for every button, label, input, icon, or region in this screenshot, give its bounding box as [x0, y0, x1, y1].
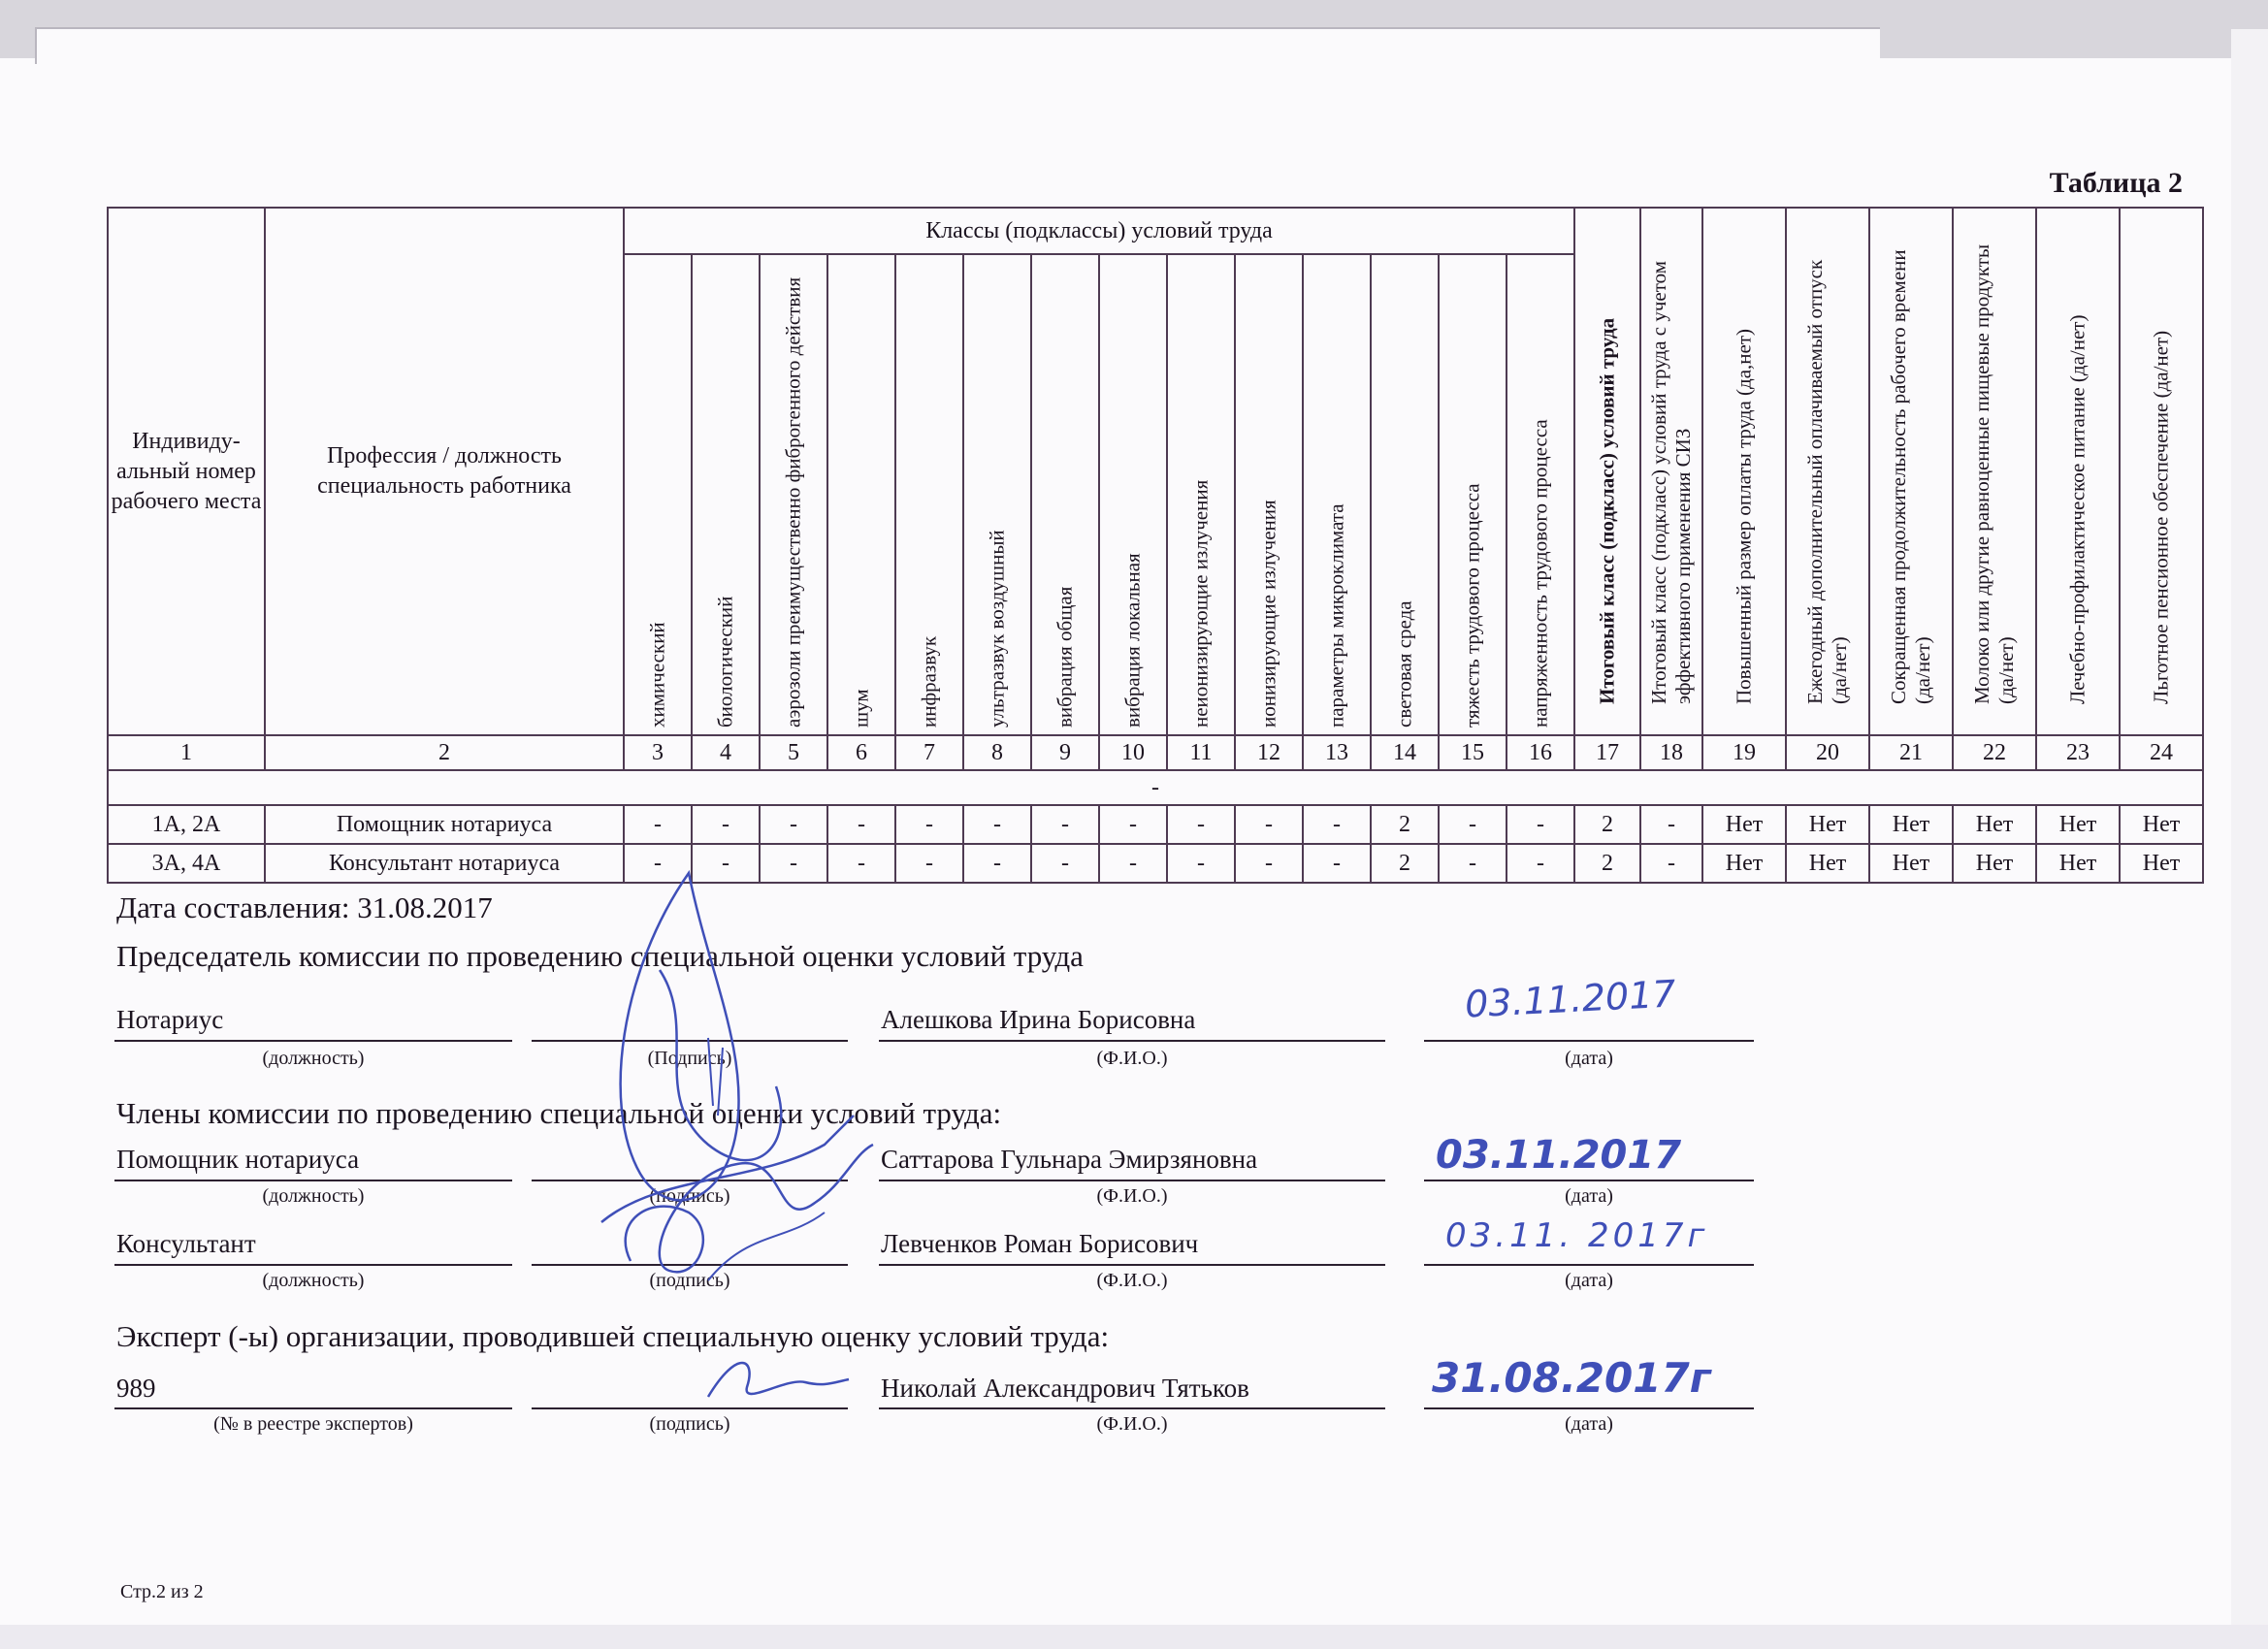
cell-factor: -: [963, 844, 1031, 883]
header-final-class-text: Итоговый класс (подкласс) условий труда: [1595, 317, 1619, 704]
cell-benefit: Нет: [1702, 844, 1786, 883]
cell-factor: -: [1099, 805, 1167, 844]
column-number: 9: [1031, 735, 1099, 770]
member-position-label: (должность): [262, 1185, 365, 1207]
header-factor-text: вибрация локальная: [1120, 553, 1145, 728]
header-factor: [1099, 254, 1167, 735]
member-name-line: [879, 1264, 1385, 1266]
cell-factor: -: [1303, 805, 1371, 844]
cell-factor: -: [760, 844, 827, 883]
cell-factor: -: [624, 844, 692, 883]
member-date-line: [1424, 1180, 1754, 1181]
header-factor-text: инфразвук: [917, 635, 941, 728]
member-date-label: (дата): [1565, 1270, 1613, 1291]
cell-benefit: Нет: [2120, 805, 2203, 844]
cell-final-class-siz: -: [1640, 805, 1702, 844]
header-benefit-text: Молоко или другие равноценные пищевые продукты (да/нет): [1970, 243, 2018, 704]
header-factor: [1439, 254, 1507, 735]
chairman-position-label: (должность): [262, 1048, 365, 1069]
cell-final-class: 2: [1574, 805, 1640, 844]
table-caption: Таблица 2: [2049, 167, 2183, 199]
header-factor-text: световая среда: [1392, 600, 1416, 728]
cell-factor: -: [1439, 805, 1507, 844]
member-position: Помощник нотариуса: [116, 1145, 360, 1174]
column-number: 1: [108, 735, 265, 770]
header-factor: [692, 254, 760, 735]
header-factor: [1235, 254, 1303, 735]
cell-profession: Помощник нотариуса: [265, 805, 624, 844]
cell-factor: -: [1235, 805, 1303, 844]
expert-signature-scribble: [679, 1339, 854, 1416]
header-final-class: [1574, 208, 1640, 735]
column-number: 24: [2120, 735, 2203, 770]
column-number: 12: [1235, 735, 1303, 770]
column-number: 4: [692, 735, 760, 770]
column-number: 6: [827, 735, 895, 770]
column-number: 21: [1869, 735, 1953, 770]
header-benefit: [2120, 208, 2203, 735]
column-number: 10: [1099, 735, 1167, 770]
header-factor: [1303, 254, 1371, 735]
header-factor-text: шум: [849, 689, 873, 728]
header-benefit: [1702, 208, 1786, 735]
chairman-name-line: [879, 1040, 1385, 1042]
cell-benefit: Нет: [1953, 844, 2036, 883]
cell-factor: 2: [1371, 805, 1439, 844]
sout-results-table: [107, 207, 2204, 884]
column-number: 14: [1371, 735, 1439, 770]
header-benefit: [2036, 208, 2120, 735]
header-factor: [1507, 254, 1574, 735]
chairman-date-line: [1424, 1040, 1754, 1042]
cell-factor: 2: [1371, 844, 1439, 883]
header-benefit: [1953, 208, 2036, 735]
cell-benefit: Нет: [1786, 844, 1869, 883]
page-footer: Стр.2 из 2: [120, 1581, 204, 1602]
header-benefit: [1869, 208, 1953, 735]
member-name-label: (Ф.И.О.): [1096, 1270, 1168, 1291]
cell-factor: -: [692, 805, 760, 844]
column-number: 16: [1507, 735, 1574, 770]
separator-row: [108, 770, 2203, 805]
cell-benefit: Нет: [1702, 805, 1786, 844]
expert-registry-number: 989: [116, 1374, 156, 1403]
cell-final-class-siz: -: [1640, 844, 1702, 883]
header-factor-text: напряженность трудового процесса: [1528, 419, 1552, 728]
column-number: 3: [624, 735, 692, 770]
member-position: Консультант: [116, 1229, 256, 1258]
chairman-date-label: (дата): [1565, 1048, 1613, 1069]
cell-factor: -: [827, 805, 895, 844]
column-number: 18: [1640, 735, 1702, 770]
member-signature-scribble: [592, 1116, 883, 1300]
cell-factor: -: [692, 844, 760, 883]
member-name: Левченков Роман Борисович: [881, 1229, 1199, 1258]
member-position-line: [114, 1264, 512, 1266]
column-number: 20: [1786, 735, 1869, 770]
cell-factor: -: [1303, 844, 1371, 883]
column-number: 19: [1702, 735, 1786, 770]
chairman-name-label: (Ф.И.О.): [1096, 1048, 1168, 1069]
cell-benefit: Нет: [2036, 844, 2120, 883]
header-benefit-text: Повышенный размер оплаты труда (да,нет): [1732, 328, 1756, 704]
cell-factor: -: [1167, 805, 1235, 844]
column-number: 11: [1167, 735, 1235, 770]
header-factor: [1031, 254, 1099, 735]
cell-factor: -: [624, 805, 692, 844]
member-name: Саттарова Гульнара Эмирзяновна: [881, 1145, 1258, 1174]
member-date-label: (дата): [1565, 1185, 1613, 1207]
cell-factor: -: [827, 844, 895, 883]
header-factor: [827, 254, 895, 735]
cell-benefit: Нет: [1869, 844, 1953, 883]
expert-signature-label: (подпись): [649, 1413, 730, 1435]
header-classes-group: Классы (подклассы) условий труда: [624, 208, 1574, 254]
cell-factor: -: [895, 805, 963, 844]
header-benefit-text: Лечебно-профилактическое питание (да/нет): [2065, 314, 2090, 704]
expert-name-line: [879, 1407, 1385, 1409]
header-factor: [1371, 254, 1439, 735]
cell-factor: -: [1031, 805, 1099, 844]
cell-profession: Консультант нотариуса: [265, 844, 624, 883]
header-workplace-id: Индивиду-альный номер рабочего места: [108, 208, 265, 735]
cell-workplace-id: 1А, 2А: [108, 805, 265, 844]
expert-name-label: (Ф.И.О.): [1096, 1413, 1168, 1435]
member-name-label: (Ф.И.О.): [1096, 1185, 1168, 1207]
header-benefit-text: Льготное пенсионное обеспечение (да/нет): [2149, 330, 2173, 704]
header-factor: [624, 254, 692, 735]
scan-right-edge: [2231, 29, 2268, 1649]
cell-benefit: Нет: [1953, 805, 2036, 844]
member-date-handwritten: 03.11.2017: [1436, 1133, 1682, 1178]
column-number: 7: [895, 735, 963, 770]
expert-heading: Эксперт (-ы) организации, проводившей специальную оценку условий труда:: [116, 1319, 1110, 1353]
header-final-class-siz-text: Итоговый класс (подкласс) условий труда с учетом эффективного применения СИЗ: [1647, 260, 1695, 704]
members-heading: Члены комиссии по проведению специальной оценки условий труда:: [116, 1096, 1002, 1130]
header-factor-text: биологический: [713, 596, 737, 728]
header-factor-text: аэрозоли преимущественно фиброгенного действия: [781, 276, 805, 728]
expert-date-label: (дата): [1565, 1413, 1613, 1435]
column-number: 17: [1574, 735, 1640, 770]
column-number: 13: [1303, 735, 1371, 770]
chairman-position-line: [114, 1040, 512, 1042]
header-benefit-text: Ежегодный дополнительный оплачиваемый отпуск (да/нет): [1803, 259, 1851, 704]
cell-benefit: Нет: [1869, 805, 1953, 844]
header-factor-text: вибрация общая: [1053, 586, 1077, 728]
cell-factor: -: [1235, 844, 1303, 883]
table-row: [108, 805, 2203, 844]
header-factor: [895, 254, 963, 735]
cell-benefit: Нет: [2036, 805, 2120, 844]
column-number: 15: [1439, 735, 1507, 770]
header-profession: Профессия / должность специальность работника: [265, 208, 624, 735]
header-final-class-siz: [1640, 208, 1702, 735]
scan-bottom-strip: [0, 1625, 2268, 1649]
chairman-date-handwritten: 03.11.2017: [1463, 972, 1677, 1026]
header-factor-text: параметры микроклимата: [1324, 503, 1348, 728]
table-row: [108, 844, 2203, 883]
header-factor-text: ионизирующие излучения: [1256, 500, 1280, 728]
separator-cell: -: [108, 770, 2203, 805]
cell-benefit: Нет: [2120, 844, 2203, 883]
chairman-signature-label: (Подпись): [647, 1048, 732, 1069]
chairman-name: Алешкова Ирина Борисовна: [881, 1005, 1196, 1034]
cell-factor: -: [1031, 844, 1099, 883]
column-number: 22: [1953, 735, 2036, 770]
header-factor-text: химический: [645, 622, 669, 728]
cell-factor: -: [1507, 805, 1574, 844]
cell-factor: -: [1099, 844, 1167, 883]
cell-factor: -: [1439, 844, 1507, 883]
column-number: 23: [2036, 735, 2120, 770]
header-benefit-text: Сокращенная продолжительность рабочего времени (да/нет): [1887, 249, 1934, 704]
member-date-handwritten: 03.11. 2017г: [1445, 1216, 1709, 1255]
column-number-row: [108, 735, 2203, 770]
expert-registry-label: (№ в реестре экспертов): [213, 1413, 413, 1435]
header-factor: [760, 254, 827, 735]
header-factor-text: тяжесть трудового процесса: [1460, 483, 1484, 728]
column-number: 5: [760, 735, 827, 770]
header-factor: [1167, 254, 1235, 735]
header-factor-text: неионизирующие излучения: [1188, 479, 1213, 728]
cell-benefit: Нет: [1786, 805, 1869, 844]
column-number: 8: [963, 735, 1031, 770]
expert-date-handwritten: 31.08.2017г: [1432, 1354, 1711, 1402]
column-number: 2: [265, 735, 624, 770]
cell-factor: -: [1167, 844, 1235, 883]
member-position-label: (должность): [262, 1270, 365, 1291]
header-benefit: [1786, 208, 1869, 735]
header-factor: [963, 254, 1031, 735]
cell-factor: -: [963, 805, 1031, 844]
chairman-heading: Председатель комиссии по проведению специальной оценки условий труда: [116, 939, 1084, 973]
member-date-line: [1424, 1264, 1754, 1266]
member-position-line: [114, 1180, 512, 1181]
cell-workplace-id: 3А, 4А: [108, 844, 265, 883]
cell-factor: -: [895, 844, 963, 883]
expert-registry-line: [114, 1407, 512, 1409]
member-signature-label: (подпись): [649, 1270, 730, 1291]
scan-paper-edge: [35, 27, 1880, 64]
expert-name: Николай Александрович Тятьков: [881, 1374, 1249, 1403]
member-signature-label: (подпись): [649, 1185, 730, 1207]
member-name-line: [879, 1180, 1385, 1181]
cell-factor: -: [760, 805, 827, 844]
expert-date-line: [1424, 1407, 1754, 1409]
cell-factor: -: [1507, 844, 1574, 883]
header-factor-text: ультразвук воздушный: [985, 530, 1009, 728]
chairman-position: Нотариус: [116, 1005, 224, 1034]
compilation-date: Дата составления: 31.08.2017: [116, 890, 493, 924]
cell-final-class: 2: [1574, 844, 1640, 883]
